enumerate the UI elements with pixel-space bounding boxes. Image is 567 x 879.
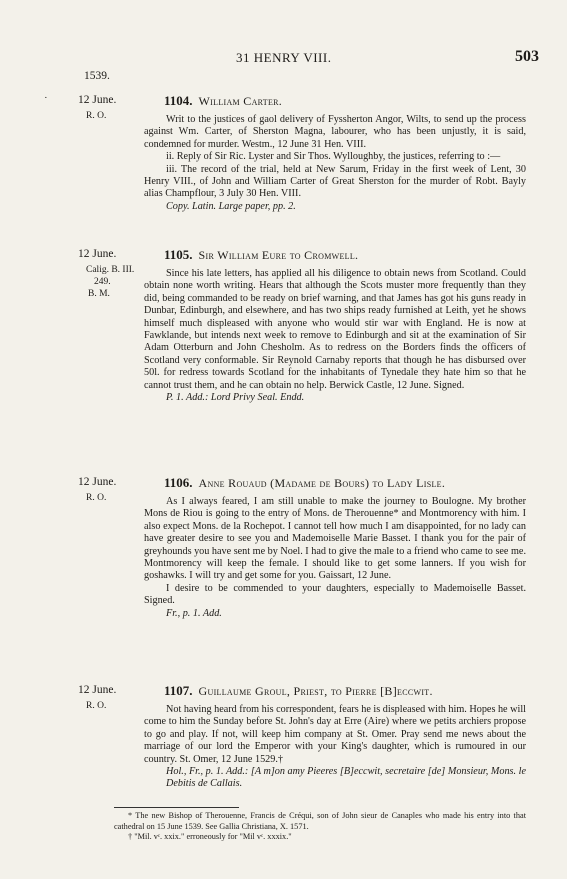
paragraph: As I always feared, I am still unable to make the journey to Boulogne. My brother Mons de Riou is going to the entry of Mons. de Therouenne* and Montmorency with him. I also expect Mons. de la Rochepot. I cannot tell how much I am disappointed, for no lady can have greater desire to see you and Mademoiselle Marie Basset. I thank you for the pair of greyhounds you have sent me by Noel. I had to give the male to a friend who came to see me. Montmorency will keep the female. I should like to get some lanners. If you wish for goshawks. I will try and get some for you. Gaissart, 12 June. [144,496,526,582]
entry-date: 12 June. [78,476,117,488]
entry-date: 12 June. [78,94,117,106]
entry-source: R. O. [86,111,107,121]
entry-body [144,268,526,404]
entry-body [144,114,526,213]
footnote: † "Mil. vᶜ. xxix." erroneously for "Mil vᶜ. xxxix." [128,832,292,841]
year-label: 1539. [84,70,110,82]
entry-date: 12 June. [78,684,117,696]
running-title: 31 HENRY VIII. [236,50,332,65]
page-header [0,48,567,70]
entry-number: 1107. [164,683,193,698]
entry-note: P. 1. Add.: Lord Privy Seal. Endd. [166,392,305,404]
source-line: 249. [94,277,111,287]
entry-body [144,704,526,791]
footnote: * The new Bishop of Therouenne, Francis de Créqui, son of John sieur de Canaples who made his entry into that cathedral on 15 June 1539. See Gallia Christiana, X. 1571. [114,811,526,831]
entry-number: 1106. [164,475,193,490]
entry-heading [164,93,282,109]
entry-note: Copy. Latin. Large paper, pp. 2. [166,200,296,212]
paragraph: Not having heard from his correspondent, fears he is displeased with him. Hopes he will come to him the Sunday before St. John's day at Erre (Aire) where we petits archiers propose to go and play. If not, will keep him company at St. Omer. Pray send me news about the marriage of our lord the Emperor with your King's daughter, which is rumoured in our country. St. Omer, 12 June 1529.† [144,704,526,765]
entry-source [86,264,134,300]
entry-source: R. O. [86,701,107,711]
entry-title: Sir William Eure to Cromwell. [198,248,359,262]
margin-mark: ˙ [44,95,48,107]
source-line: B. M. [88,289,110,299]
paragraph: Writ to the justices of gaol delivery of Fyssherton Angor, Wilts, to send up the process against Wm. Carter, of Sherston Magna, labourer, who has been unjustly, it is said, condemned for murder. Westm., 12 June 31 Hen. VIII. [144,114,526,150]
entry-date: 12 June. [78,248,117,260]
footnotes [114,811,526,843]
entry-number: 1104. [164,93,193,108]
entry-note: Hol., Fr., p. 1. Add.: [A m]on amy Pieeres [B]eccwit, secretaire [de] Monsieur, Mons. le Debitis de Callais. [166,766,526,790]
entry-number: 1105. [164,247,193,262]
entry-heading [164,247,358,263]
paragraph: Since his late letters, has applied all his diligence to obtain news from Scotland. Could obtain none worth writing. Hears that although the Scots muster more frequently than they did, being commanded to be ready on brief warning, and that James has got his guns ready in Dunbar, Edinburgh, and elsewhere, and has two ships ready furnished at Leith, yet he shows himself much displeased with anyone who would stir war with England. He is now at Fawklande, but intends next week to remove to Edinburgh and sit at the examination of Sir Adam Otterburn and John Chesholm. As to redress on the Borders finds the officers of Scotland very conformable. Sir Reynold Carnaby reports that though he has disbursed over 50l. for redress towards Scotland for the inhabitants of Tynedale they hate him so that he cannot trust them, and he can obtain no help. Berwick Castle, 12 June. Signed. [144,268,526,391]
entry-title: Guillaume Groul, Priest, to Pierre [B]eccwit. [198,684,433,698]
entry-title: Anne Rouaud (Madame de Bours) to Lady Lisle. [198,476,446,490]
paragraph: I desire to be commended to your daughters, especially to Mademoiselle Basset. Signed. [144,582,526,607]
entry-body [144,496,526,620]
entry-heading [164,683,433,699]
entry-title: William Carter. [198,94,283,108]
entry-source: R. O. [86,493,107,503]
source-line: Calig. B. III. [86,265,135,275]
paragraph: ii. Reply of Sir Ric. Lyster and Sir Thos. Wylloughby, the justices, referring to :— [166,151,501,163]
paragraph: iii. The record of the trial, held at New Sarum, Friday in the first week of Lent, 30 Henry VIII., of John and William Carter of Great Sherston for the murder of Robt. Bayly alias Champflour, 3 July 30 Hen. VIII. [144,163,526,200]
footnote-divider [114,807,239,808]
page-number: 503 [515,48,539,65]
entry-heading [164,475,445,491]
entry-note: Fr., p. 1. Add. [166,607,222,619]
